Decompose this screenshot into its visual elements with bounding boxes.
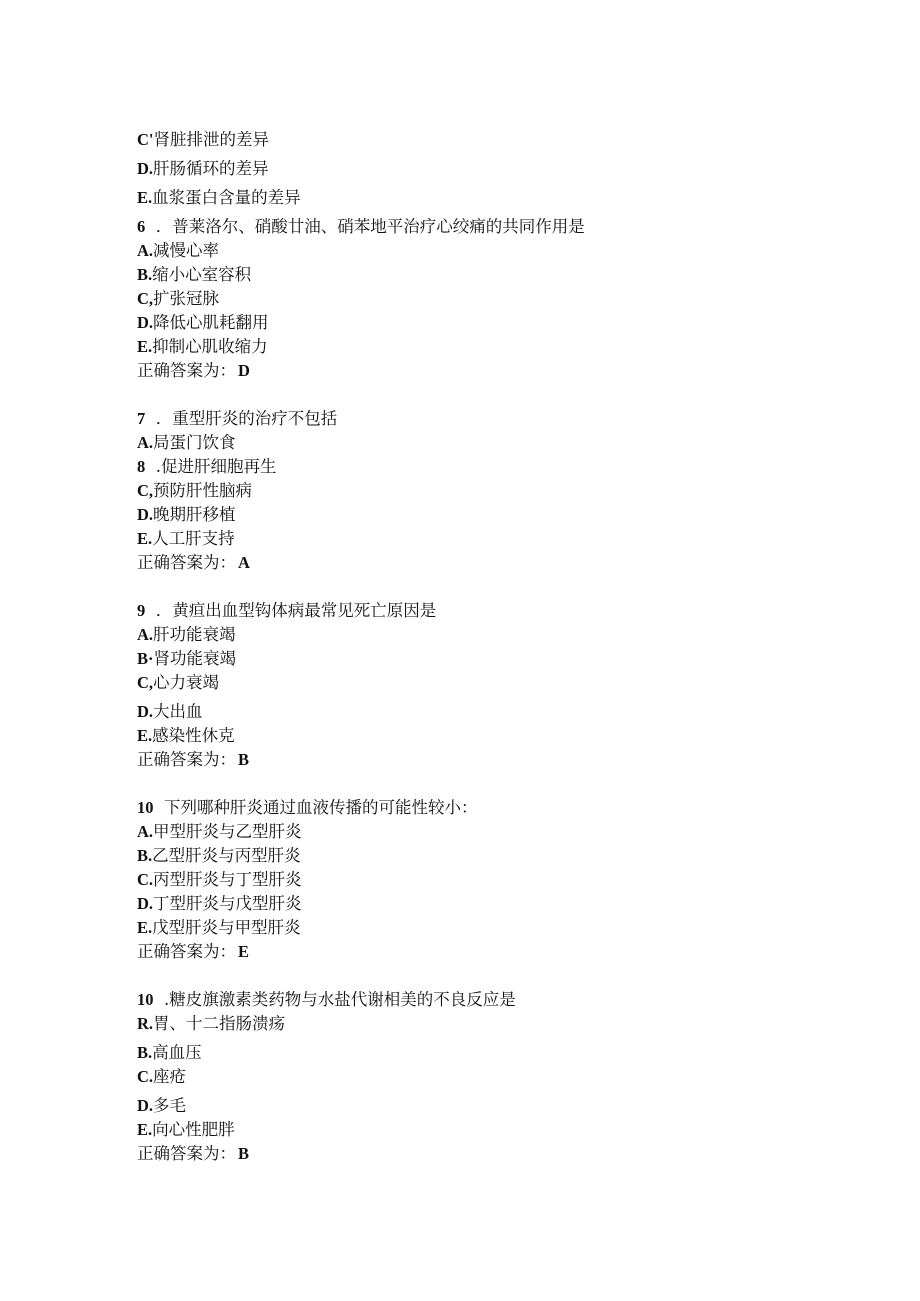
option-line bbox=[137, 263, 837, 287]
question-number: 10 bbox=[137, 990, 154, 1009]
answer-label: 正确答案为： bbox=[137, 1144, 236, 1163]
option-text: 肾脏排泄的差异 bbox=[153, 130, 269, 149]
answer-label: 正确答案为： bbox=[137, 750, 236, 769]
option-line bbox=[137, 868, 837, 892]
option-line bbox=[137, 335, 837, 359]
option-line bbox=[137, 724, 837, 748]
option-letter: D. bbox=[137, 159, 154, 178]
option-text: 肝肠循环的差异 bbox=[153, 159, 269, 178]
answer-value: D bbox=[238, 361, 250, 380]
option-text: 乙型肝炎与丙型肝炎 bbox=[152, 846, 301, 865]
question-number: 7 bbox=[137, 409, 146, 428]
option-line bbox=[137, 1118, 837, 1142]
answer-line bbox=[137, 748, 837, 772]
option-text: 减慢心率 bbox=[153, 241, 220, 260]
question-text: ．重型肝炎的治疗不包括 bbox=[155, 409, 338, 428]
option-letter: C, bbox=[137, 481, 154, 500]
option-text: 肾功能衰竭 bbox=[153, 649, 237, 668]
question-stem bbox=[137, 599, 837, 623]
option-text: 高血压 bbox=[152, 1043, 202, 1062]
answer-line bbox=[137, 359, 837, 383]
option-letter: A. bbox=[137, 241, 154, 260]
option-letter: E. bbox=[137, 529, 153, 548]
option-letter: C' bbox=[137, 130, 154, 149]
answer-label: 正确答案为： bbox=[137, 942, 236, 961]
option-text: 大出血 bbox=[153, 702, 203, 721]
option-text: 血浆蛋白含量的差异 bbox=[152, 188, 301, 207]
option-text: 向心性肥胖 bbox=[152, 1120, 235, 1139]
option-letter: 8 bbox=[137, 457, 146, 476]
option-text: 人工肝支持 bbox=[152, 529, 235, 548]
option-text: 晚期肝移植 bbox=[153, 505, 236, 524]
option-letter: R. bbox=[137, 1014, 154, 1033]
option-letter: B. bbox=[137, 265, 153, 284]
question-stem bbox=[137, 215, 837, 239]
answer-value: B bbox=[238, 750, 250, 769]
option-line bbox=[137, 455, 837, 479]
option-text: 戊型肝炎与甲型肝炎 bbox=[152, 918, 301, 937]
option-text: 降低心肌耗翻用 bbox=[153, 313, 269, 332]
question-text: ．普莱洛尔、硝酸廿油、硝苯地平治疗心绞痛的共同作用是 bbox=[155, 217, 585, 236]
option-line bbox=[137, 820, 837, 844]
option-text: 肝功能衰竭 bbox=[153, 625, 236, 644]
option-line bbox=[137, 1065, 837, 1089]
question-stem bbox=[137, 796, 837, 820]
option-text: 感染性休克 bbox=[152, 726, 235, 745]
option-text: 扩张冠脉 bbox=[153, 289, 220, 308]
option-line bbox=[137, 157, 837, 181]
option-letter: D. bbox=[137, 313, 154, 332]
option-line bbox=[137, 892, 837, 916]
answer-label: 正确答案为： bbox=[137, 553, 236, 572]
option-text: 甲型肝炎与乙型肝炎 bbox=[153, 822, 302, 841]
option-text: 座疮 bbox=[153, 1067, 187, 1086]
option-letter: E. bbox=[137, 188, 153, 207]
option-line bbox=[137, 671, 837, 695]
option-letter: E. bbox=[137, 337, 153, 356]
question-stem bbox=[137, 988, 837, 1012]
option-letter: C, bbox=[137, 673, 154, 692]
option-letter: C, bbox=[137, 289, 154, 308]
option-line bbox=[137, 1094, 837, 1118]
option-text: 心力衰竭 bbox=[153, 673, 220, 692]
option-letter: E. bbox=[137, 918, 153, 937]
answer-line bbox=[137, 1142, 837, 1166]
option-line bbox=[137, 431, 837, 455]
option-line bbox=[137, 479, 837, 503]
option-line bbox=[137, 239, 837, 263]
option-line bbox=[137, 647, 837, 671]
option-text: 丙型肝炎与丁型肝炎 bbox=[153, 870, 302, 889]
answer-label: 正确答案为： bbox=[137, 361, 236, 380]
question-number: 6 bbox=[137, 217, 146, 236]
option-text: 局蛋门饮食 bbox=[153, 433, 236, 452]
option-letter: B. bbox=[137, 846, 153, 865]
option-letter: D. bbox=[137, 1096, 154, 1115]
option-letter: E. bbox=[137, 726, 153, 745]
option-letter: A. bbox=[137, 433, 154, 452]
option-line bbox=[137, 527, 837, 551]
question-text: ．黄疸出血型钩体病最常见死亡原因是 bbox=[155, 601, 437, 620]
option-line bbox=[137, 186, 837, 210]
answer-line bbox=[137, 940, 837, 964]
option-line bbox=[137, 287, 837, 311]
option-text: 胃、十二指肠溃疡 bbox=[153, 1014, 286, 1033]
answer-line bbox=[137, 551, 837, 575]
question-number: 10 bbox=[137, 798, 154, 817]
option-letter: C. bbox=[137, 870, 154, 889]
option-line bbox=[137, 844, 837, 868]
answer-value: E bbox=[238, 942, 250, 961]
option-text: .促进肝细胞再生 bbox=[145, 457, 277, 476]
option-letter: D. bbox=[137, 505, 154, 524]
answer-value: B bbox=[238, 1144, 250, 1163]
option-letter: C. bbox=[137, 1067, 154, 1086]
question-text: .糖皮旗激素类药物与水盐代谢相美的不良反应是 bbox=[164, 990, 516, 1009]
option-letter: B. bbox=[137, 1043, 153, 1062]
question-text: 下列哪种肝炎通过血液传播的可能性较小： bbox=[164, 798, 478, 817]
option-line bbox=[137, 1041, 837, 1065]
option-line bbox=[137, 128, 837, 152]
option-letter: B· bbox=[137, 649, 154, 668]
option-text: 预防肝性脑病 bbox=[153, 481, 253, 500]
option-letter: E. bbox=[137, 1120, 153, 1139]
option-line bbox=[137, 623, 837, 647]
answer-value: A bbox=[238, 553, 250, 572]
option-letter: D. bbox=[137, 702, 154, 721]
option-line bbox=[137, 1012, 837, 1036]
question-stem bbox=[137, 407, 837, 431]
option-letter: A. bbox=[137, 822, 154, 841]
question-number: 9 bbox=[137, 601, 146, 620]
option-text: 多毛 bbox=[153, 1096, 187, 1115]
option-letter: D. bbox=[137, 894, 154, 913]
option-letter: A. bbox=[137, 625, 154, 644]
option-text: 丁型肝炎与戊型肝炎 bbox=[153, 894, 302, 913]
document-page bbox=[137, 128, 837, 1166]
option-line bbox=[137, 700, 837, 724]
option-line bbox=[137, 916, 837, 940]
option-line bbox=[137, 503, 837, 527]
option-text: 抑制心肌收缩力 bbox=[152, 337, 268, 356]
option-line bbox=[137, 311, 837, 335]
option-text: 缩小心室容积 bbox=[152, 265, 252, 284]
